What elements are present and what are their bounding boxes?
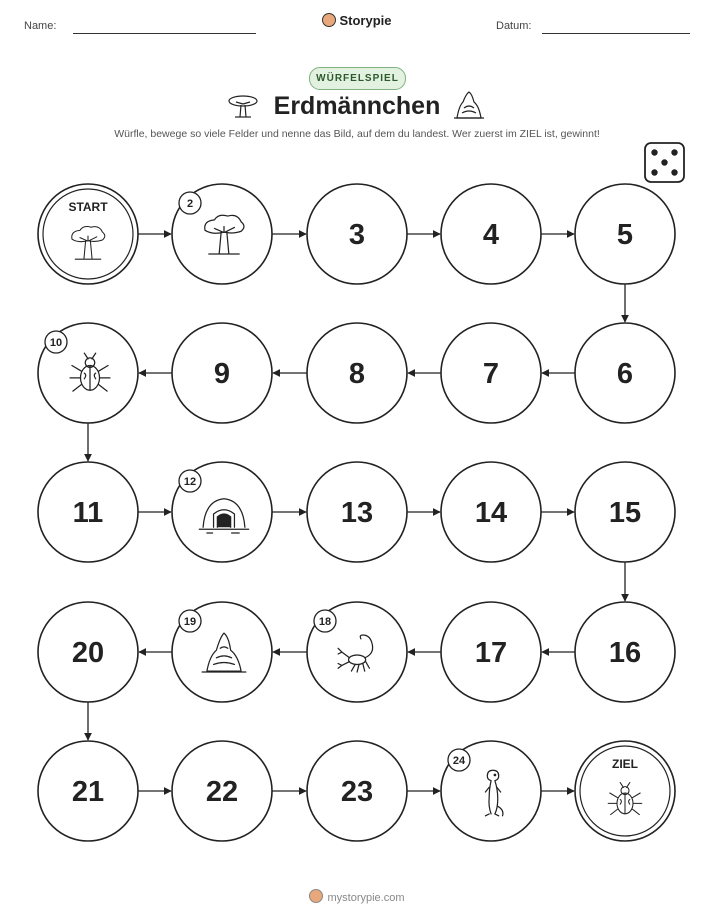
field-number: 19 [183, 616, 197, 628]
board-field [307, 184, 407, 284]
board-field [575, 602, 675, 702]
field-number: 22 [205, 776, 239, 808]
board-field [172, 602, 272, 702]
dice-pip [661, 159, 667, 165]
board-field [441, 184, 541, 284]
date-label: Datum: [496, 20, 532, 32]
board-field [441, 323, 541, 423]
field-number: 12 [183, 476, 197, 488]
field-number: 9 [213, 358, 231, 390]
dice-pip [671, 169, 677, 175]
start-field [38, 184, 138, 284]
field-number: 11 [72, 497, 104, 529]
field-label: ZIEL [612, 757, 638, 771]
brand-name: Storypie [339, 13, 392, 28]
field-circle [38, 184, 138, 284]
board-field [575, 323, 675, 423]
field-number: 18 [318, 616, 332, 628]
field-number: 15 [608, 497, 642, 529]
board-field [38, 323, 138, 423]
board-field [307, 323, 407, 423]
board-field [575, 184, 675, 284]
board-field [172, 323, 272, 423]
field-number: 21 [71, 776, 105, 808]
dice-pip [651, 149, 657, 155]
board-field [38, 462, 138, 562]
instructions: Würfle, bewege so viele Felder und nenne das Bild, auf dem du landest. Wer zuerst im ZIEL ist, gewinnt! [114, 128, 600, 140]
dice-icon [645, 143, 684, 182]
field-number: 16 [608, 637, 642, 669]
board-field [441, 462, 541, 562]
board-field [307, 741, 407, 841]
field-number: 4 [482, 219, 500, 251]
field-number: 14 [474, 497, 508, 529]
board-field [307, 602, 407, 702]
field-number: 20 [71, 637, 105, 669]
board-field [307, 462, 407, 562]
field-number: 8 [348, 358, 366, 390]
field-number: 6 [616, 358, 634, 390]
dice-pip [671, 149, 677, 155]
board-field [172, 741, 272, 841]
game-type-badge: WÜRFELSPIEL [309, 67, 406, 90]
board-field [38, 602, 138, 702]
footer-url[interactable]: mystorypie.com [327, 892, 405, 904]
field-number: 5 [616, 219, 634, 251]
storypie-icon [309, 889, 323, 903]
board-field [441, 602, 541, 702]
board-field [441, 741, 541, 841]
dice-pip [651, 169, 657, 175]
field-number: 3 [348, 219, 366, 251]
field-number: 24 [452, 755, 466, 767]
field-number: 10 [49, 337, 63, 349]
field-number: 23 [340, 776, 374, 808]
name-label: Name: [24, 20, 57, 32]
field-number: 2 [186, 198, 194, 210]
field-number: 17 [474, 637, 508, 669]
footer [0, 889, 714, 904]
page-title: Erdmännchen [273, 92, 441, 120]
board-field [575, 462, 675, 562]
board-field [172, 462, 272, 562]
goal-field [575, 741, 675, 841]
field-label: START [68, 200, 108, 214]
board-field [172, 184, 272, 284]
field-number: 7 [482, 358, 500, 390]
field-number: 13 [340, 497, 374, 529]
board-field [38, 741, 138, 841]
field-circle [575, 741, 675, 841]
